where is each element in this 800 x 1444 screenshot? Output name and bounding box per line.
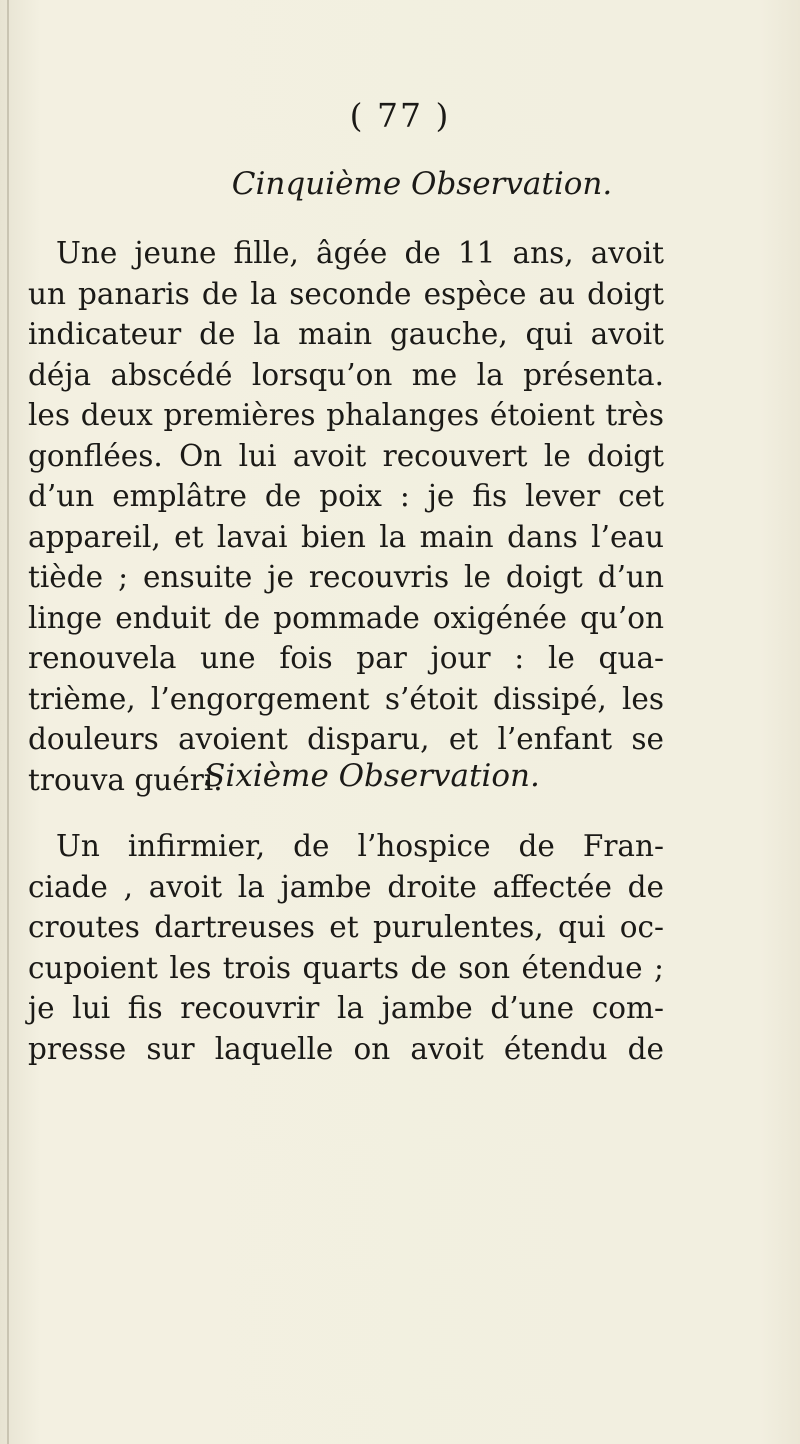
- text-line: un panaris de la seconde espèce au doigt: [28, 276, 664, 311]
- page-number: ( 77 ): [349, 96, 451, 135]
- text-line: indicateur de la main gauche, qui avoit: [28, 317, 664, 351]
- text-line: gonflées. On lui avoit recouvert le doigt: [28, 438, 664, 473]
- text-line: Un infirmier, de l’hospice de Fran-: [56, 829, 664, 863]
- text-line: appareil, et lavai bien la main dans l’eau: [28, 519, 664, 554]
- text-line: je lui fis recouvrir la jambe d’une com-: [28, 991, 664, 1025]
- section-heading-cinquieme: Cinquième Observation.: [231, 166, 613, 202]
- text-line: déja abscédé lorsqu’on me la présenta.: [28, 357, 664, 392]
- text-line: trouva guéri.: [28, 762, 223, 797]
- text-line: tiède ; ensuite je recouvris le doigt d’un: [28, 560, 664, 594]
- page-edge: [7, 0, 9, 1444]
- text-line: croutes dartreuses et purulentes, qui oc-: [28, 910, 664, 944]
- paragraph-cinquieme: [28, 233, 664, 800]
- text-line: d’un emplâtre de poix : je fis lever cet: [28, 479, 664, 513]
- text-line: linge enduit de pommade oxigénée qu’on: [28, 600, 664, 635]
- text-line: renouvela une fois par jour : le qua-: [28, 641, 664, 675]
- text-line: Une jeune fille, âgée de 11 ans, avoit: [56, 236, 664, 270]
- text-line: trième, l’engorgement s’étoit dissipé, les: [28, 681, 664, 716]
- text-line: presse sur laquelle on avoit étendu de: [28, 1031, 664, 1066]
- text-line: douleurs avoient disparu, et l’enfant se: [28, 722, 664, 756]
- section-heading-sixieme: Sixième Observation.: [204, 758, 540, 794]
- text-line: ciade , avoit la jambe droite affectée de: [28, 869, 664, 904]
- text-line: cupoient les trois quarts de son étendue ;: [28, 950, 664, 985]
- text-line: les deux premières phalanges étoient très: [28, 398, 664, 432]
- paragraph-sixieme: [28, 826, 664, 1069]
